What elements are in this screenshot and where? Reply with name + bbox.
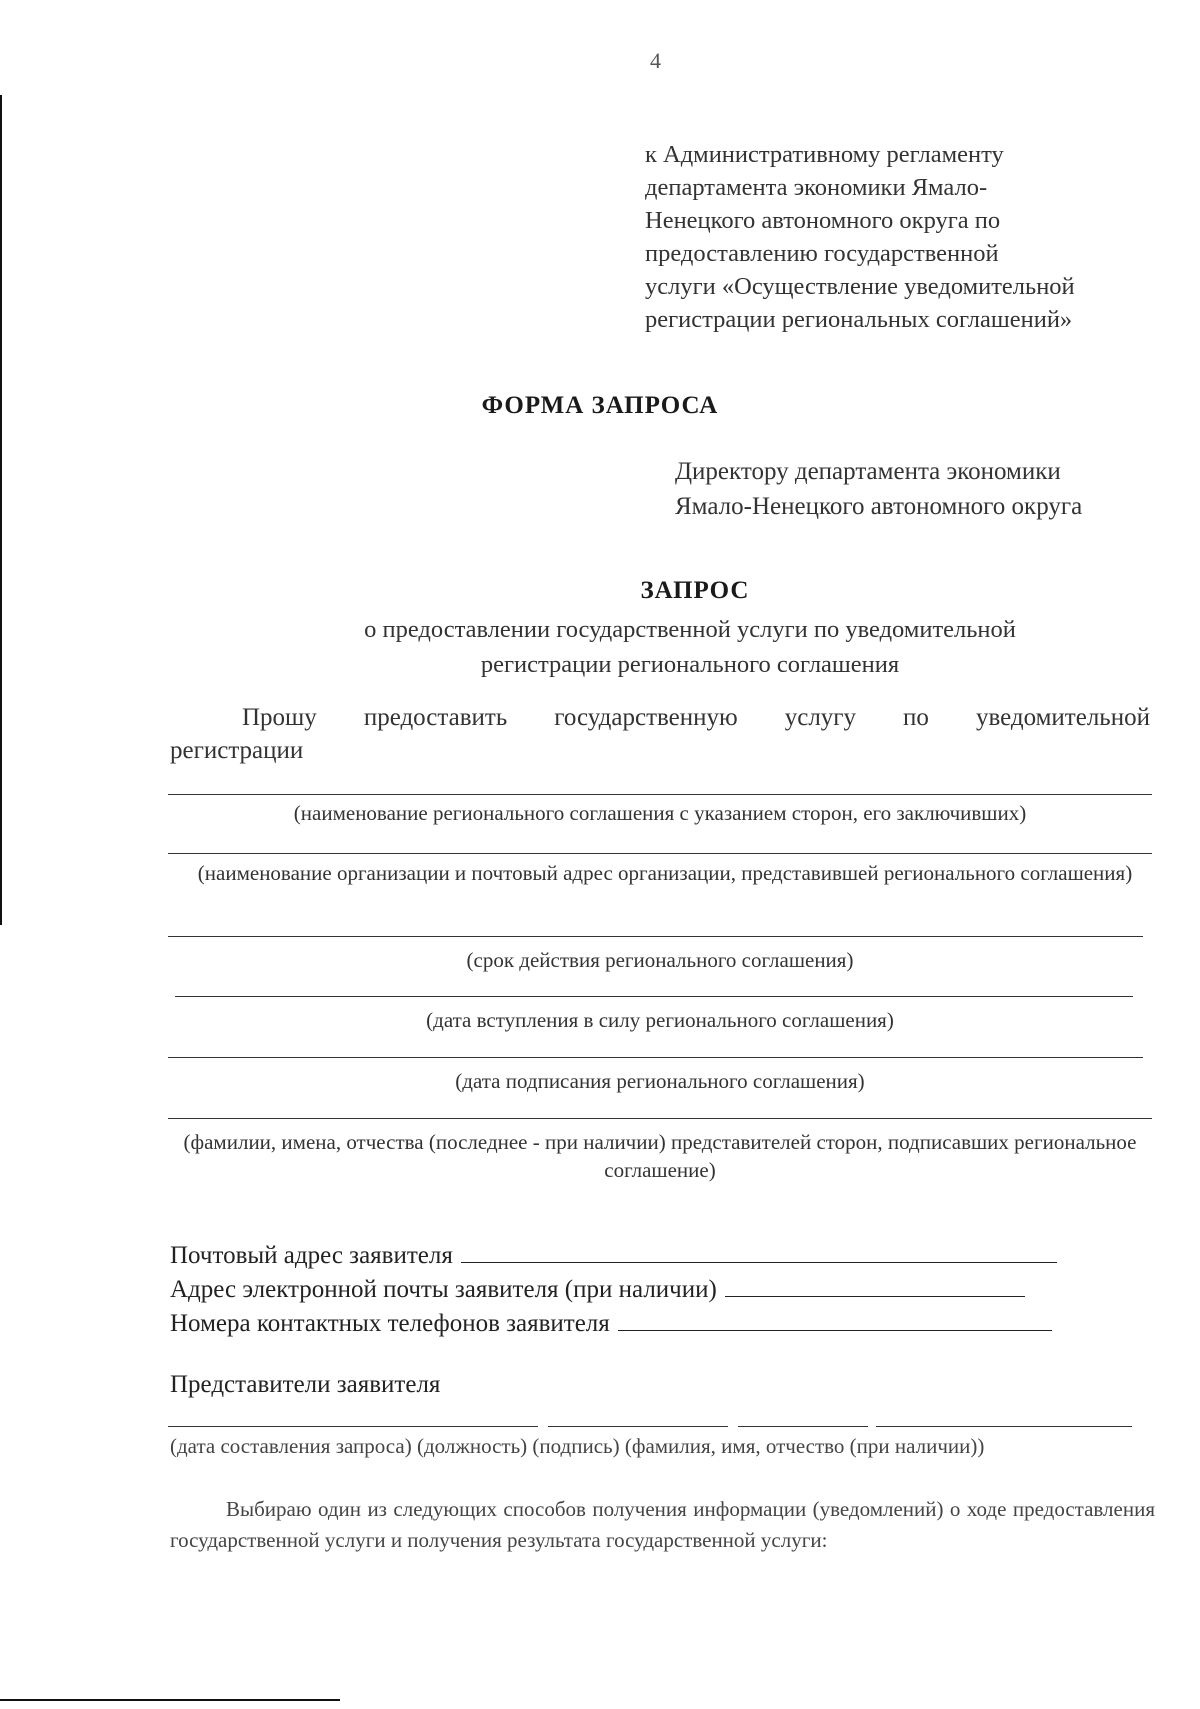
annex-line: Ненецкого автономного округа по [645, 207, 1001, 234]
fill-line-position[interactable] [548, 1426, 728, 1427]
email-label: Адрес электронной почты заявителя (при наличии) [170, 1276, 717, 1303]
addressee-line: Ямало-Ненецкого автономного округа [675, 493, 1083, 520]
request-subtitle-line: о предоставлении государственной услуги по уведомительной [364, 616, 1016, 643]
body-word: Прошу [242, 704, 317, 731]
phones-field[interactable] [618, 1312, 1052, 1331]
caption-organization: (наименование организации и почтовый адрес организации, представившей регионального соглашения) [197, 861, 1133, 885]
scan-edge-bottom [0, 1699, 340, 1701]
fill-line-full-name[interactable] [876, 1426, 1132, 1427]
body-first-line [170, 704, 1150, 732]
fill-line-agreement-name[interactable] [168, 794, 1152, 795]
annex-line: департамента экономики Ямало- [645, 174, 988, 201]
addressee-line: Директору департамента экономики [675, 458, 1061, 485]
request-title: ЗАПРОС [640, 577, 750, 604]
page-number: 4 [650, 48, 661, 73]
postal-address-label: Почтовый адрес заявителя [170, 1242, 453, 1269]
fill-line-signing-date[interactable] [168, 1057, 1143, 1058]
body-word: услугу [784, 704, 857, 731]
caption-signing-date: (дата подписания регионального соглашения) [455, 1069, 865, 1093]
caption-agreement-name: (наименование регионального соглашения с указанием сторон, его заключивших) [293, 801, 1027, 825]
body-word: по [903, 704, 929, 731]
phones-label: Номера контактных телефонов заявителя [170, 1310, 610, 1337]
annex-line: предоставлению государственной [645, 240, 999, 267]
phones-row [170, 1310, 1052, 1338]
body-second-line: регистрации [170, 737, 304, 764]
caption-signatories: (фамилии, имена, отчества (последнее - при наличии) представителей сторон, подписавших региональное соглашение) [183, 1130, 1137, 1182]
caption-validity-term: (срок действия регионального соглашения) [466, 948, 854, 972]
representatives-caption: (дата составления запроса) (должность) (подпись) (фамилия, имя, отчество (при наличии)) [170, 1434, 985, 1458]
fill-line-request-date[interactable] [168, 1426, 538, 1427]
notification-method-paragraph [170, 1494, 1155, 1556]
body-word: государственную [554, 704, 738, 731]
annex-line: к Административному регламенту [645, 141, 1004, 168]
fill-line-signatories[interactable] [168, 1118, 1152, 1119]
postal-address-row [170, 1242, 1057, 1270]
addressee [675, 454, 1082, 524]
postal-address-field[interactable] [461, 1244, 1057, 1263]
scan-edge-left [0, 95, 2, 925]
body-word: предоставить [363, 704, 508, 731]
annex-reference [645, 138, 1185, 336]
email-field[interactable] [725, 1278, 1025, 1297]
representatives-label: Представители заявителя [170, 1371, 441, 1398]
request-subtitle [290, 612, 1090, 682]
caption-effective-date: (дата вступления в силу регионального соглашения) [426, 1008, 894, 1032]
fill-line-effective-date[interactable] [175, 996, 1133, 997]
annex-line: услуги «Осуществление уведомительной [645, 273, 1075, 300]
body-word: уведомительной [975, 704, 1150, 731]
fill-line-signature[interactable] [738, 1426, 868, 1427]
request-subtitle-line: регистрации регионального соглашения [480, 651, 900, 678]
fill-line-validity-term[interactable] [168, 936, 1143, 937]
annex-line: регистрации региональных соглашений» [645, 306, 1073, 333]
fill-line-organization[interactable] [168, 853, 1152, 854]
form-title: ФОРМА ЗАПРОСА [481, 392, 719, 419]
email-row [170, 1276, 1025, 1304]
notification-method-text: Выбираю один из следующих способов получения информации (уведомлений) о ходе предоставления государственной услуги и получения результата государственной услуги: [170, 1497, 1155, 1552]
